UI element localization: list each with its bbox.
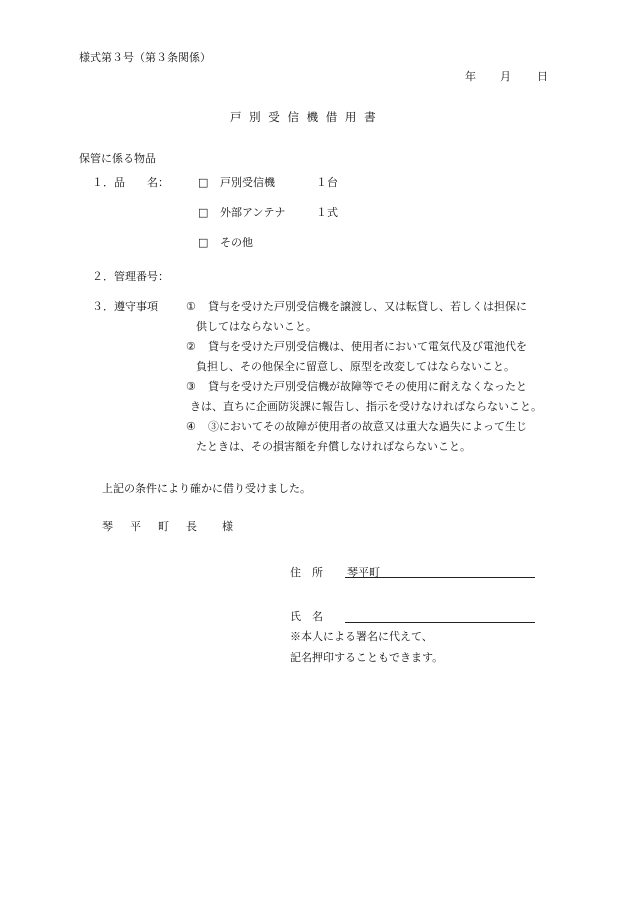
option-qty: １台 <box>316 176 338 189</box>
form-number: 様式第３号（第３条関係） <box>79 51 211 64</box>
rule-text-line2: たときは、その損害額を弁償しなければならないこと。 <box>196 440 471 453</box>
rule-number: ② <box>186 340 196 353</box>
option-name: その他 <box>220 236 253 249</box>
item1-label: １．品 名： <box>92 176 169 189</box>
note-line1: ※本人による署名に代えて、 <box>290 630 433 643</box>
addressee-honorific: 様 <box>222 520 233 533</box>
checkbox-icon[interactable]: □ <box>198 236 209 249</box>
option-name: 戸別受信機 <box>220 176 275 189</box>
option-name: 外部アンテナ <box>220 206 286 219</box>
date-year-label: 年 <box>465 70 476 83</box>
address-underline <box>345 577 535 578</box>
rule-text-line1: 貸与を受けた戸別受信機を譲渡し、又は転貸し、若しくは担保に <box>208 300 527 313</box>
rule-text-line1: 貸与を受けた戸別受信機は、使用者において電気代及び電池代を <box>208 340 527 353</box>
option-qty: １式 <box>316 206 338 219</box>
address-label: 住 所 <box>290 566 323 579</box>
date-day-label: 日 <box>537 70 548 83</box>
option-row <box>198 176 338 190</box>
document-title: 戸 別 受 信 機 借 用 書 <box>230 110 378 124</box>
item2-label: ２．管理番号： <box>92 270 169 283</box>
rule-text-line2: きは、直ちに企画防災課に報告し、指示を受けなければならないこと。 <box>190 400 542 413</box>
confirmation-text: 上記の条件により確かに借り受けました。 <box>102 482 311 495</box>
rule-number: ① <box>186 300 196 313</box>
rule-text-line2: 負担し、その他保全に留意し、原型を改変してはならないこと。 <box>196 360 515 373</box>
option-row <box>198 236 253 250</box>
checkbox-icon[interactable]: □ <box>198 176 209 189</box>
rule-number: ④ <box>186 420 196 433</box>
option-row <box>198 206 338 220</box>
checkbox-icon[interactable]: □ <box>198 206 209 219</box>
address-value[interactable]: 琴平町 <box>347 566 380 579</box>
rule-text-line2: 供してはならないこと。 <box>196 320 317 333</box>
note-line2: 記名押印することもできます。 <box>290 651 444 664</box>
name-underline <box>345 622 535 623</box>
rule-number: ③ <box>186 380 196 393</box>
rule-text-line1: 貸与を受けた戸別受信機が故障等でその使用に耐えなくなったと <box>208 380 527 393</box>
date-month-label: 月 <box>500 70 511 83</box>
rule-text-line1: ③においてその故障が使用者の故意又は重大な過失によって生じ <box>208 420 527 433</box>
item3-label: ３．遵守事項 <box>92 300 158 313</box>
section-heading: 保管に係る物品 <box>79 152 156 165</box>
addressee-name: 琴 平 町 長 <box>102 520 200 533</box>
name-label: 氏 名 <box>290 610 323 623</box>
